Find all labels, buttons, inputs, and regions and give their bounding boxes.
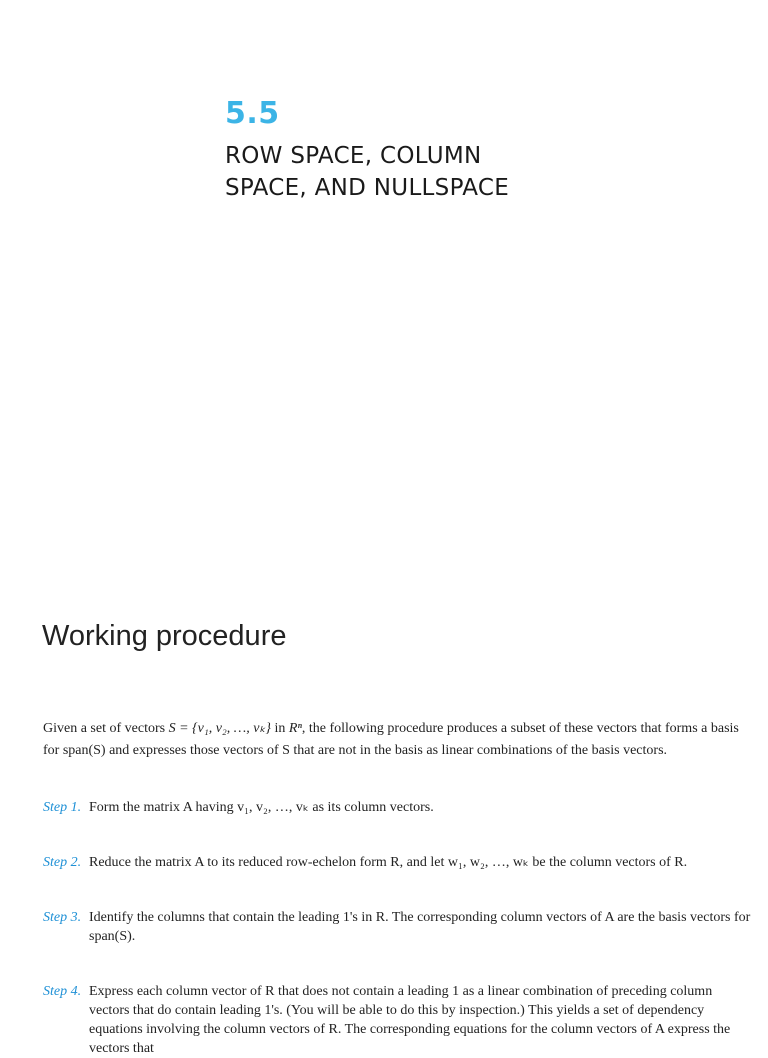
intro-set: S = {v₁, v₂, …, vₖ} bbox=[168, 721, 272, 736]
intro-space: Rⁿ bbox=[288, 721, 302, 736]
step-4-text: Express each column vector of R that does not contain a leading 1 as a linear combination of preceding column vectors that do contain leading 1's. (You will be able to do this by inspection.) This yields a set of dependency equations involving the column vectors of R. The corresponding equations for the column vectors of A express the vectors that bbox=[89, 984, 731, 1056]
intro-text-c: , the following procedure produces a subset of these vectors that forms a basis for span(S) and expresses those vectors of S that are not in the basis as linear combinations of the basis vectors. bbox=[43, 721, 739, 758]
step-2 bbox=[43, 853, 755, 872]
step-2-label: Step 2. bbox=[43, 855, 82, 870]
intro-text-b: in bbox=[271, 721, 289, 736]
procedure-heading: Working procedure bbox=[42, 620, 287, 652]
procedure-slide bbox=[0, 600, 768, 1056]
step-3-text: Identify the columns that contain the leading 1's in R. The corresponding column vectors of A are the basis vectors for span(S). bbox=[89, 910, 751, 944]
procedure-intro bbox=[43, 718, 753, 762]
step-1 bbox=[43, 798, 755, 817]
section-number: 5.5 bbox=[225, 96, 280, 131]
step-1-label: Step 1. bbox=[43, 800, 82, 815]
intro-text-a: Given a set of vectors bbox=[43, 721, 169, 736]
step-1-text: Form the matrix A having v₁, v₂, …, vₖ as its column vectors. bbox=[89, 800, 434, 815]
step-3-label: Step 3. bbox=[43, 910, 82, 925]
step-4-label: Step 4. bbox=[43, 984, 82, 999]
section-title bbox=[225, 140, 509, 204]
step-2-text: Reduce the matrix A to its reduced row-echelon form R, and let w₁, w₂, …, wₖ be the column vectors of R. bbox=[89, 855, 688, 870]
step-4 bbox=[43, 982, 755, 1058]
section-title-line-1: ROW SPACE, COLUMN bbox=[225, 143, 482, 169]
step-3 bbox=[43, 908, 755, 946]
section-title-line-2: SPACE, AND NULLSPACE bbox=[225, 175, 510, 201]
